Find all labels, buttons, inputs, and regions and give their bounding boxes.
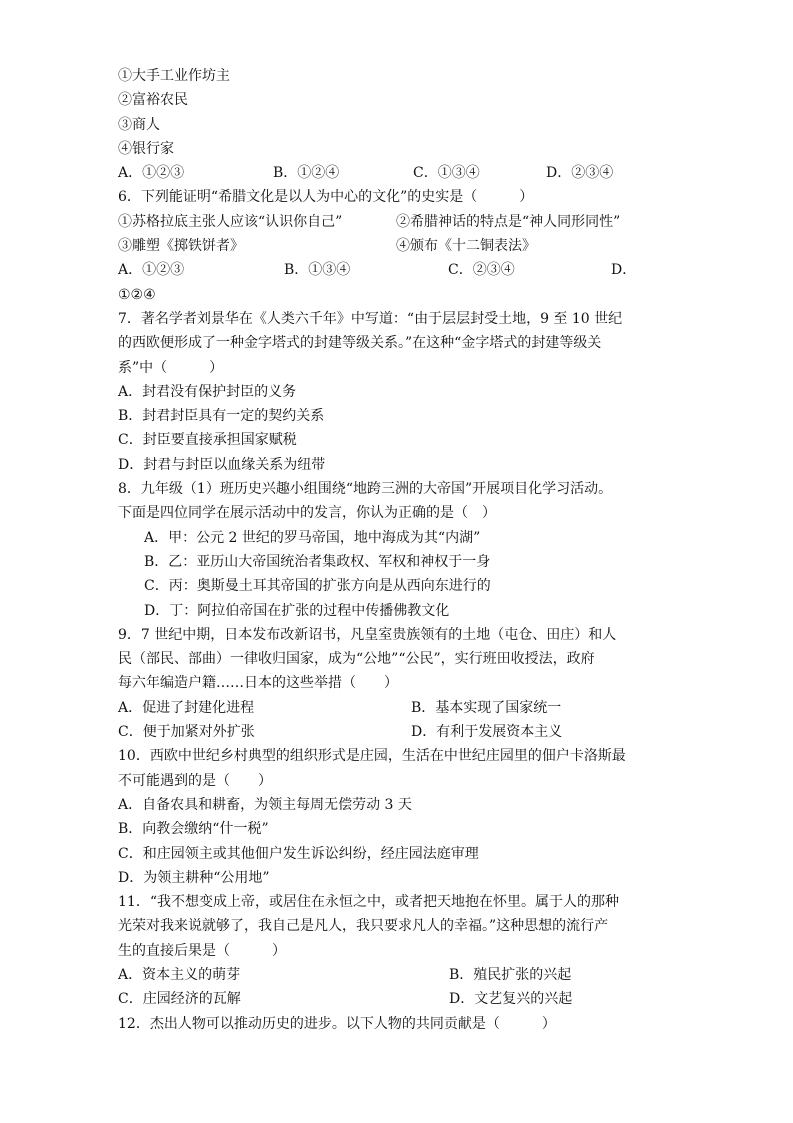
q9-options-row-2 — [118, 720, 678, 744]
q7-stem-line-1: 7．著名学者刘景华在《人类六千年》中写道：“由于层层封受土地，9 至 10 世纪 — [118, 310, 623, 327]
q5-item-1: ①大手工业作坊主 — [118, 68, 230, 84]
q10-option-c[interactable]: C．和庄园领主或其他佃户发生诉讼纠纷，经庄园法庭审理 — [118, 845, 479, 862]
q9-option-b[interactable]: B．基本实现了国家统一 — [411, 699, 562, 716]
q6-option-a[interactable]: A．①②③ — [118, 262, 185, 279]
q9-options-row-1 — [118, 696, 678, 720]
q11-stem-line-2: 光荣对我来说就够了，我自己是凡人，我只要求凡人的幸福。”这种思想的流行产 — [118, 918, 609, 935]
q5-option-d[interactable]: D．②③④ — [546, 165, 614, 182]
q5-item-4: ④银行家 — [118, 140, 174, 157]
q9-option-a[interactable]: A．促进了封建化进程 — [118, 699, 255, 716]
q6-option-c[interactable]: C．②③④ — [448, 262, 515, 279]
q8-option-c[interactable]: C．丙：奥斯曼土耳其帝国的扩张方向是从西向东进行的 — [144, 578, 491, 595]
q6-statements-row-1 — [118, 210, 678, 234]
q7-option-d[interactable]: D．封君与封臣以血缘关系为纽带 — [118, 456, 326, 473]
q11-options-row-2 — [118, 987, 678, 1011]
q9-stem-line-1: 9．7 世纪中期，日本发布改新诏书，凡皇室贵族领有的土地（屯仓、田庄）和人 — [118, 626, 617, 643]
q6-options — [118, 258, 678, 282]
q7-option-b[interactable]: B．封君封臣具有一定的契约关系 — [118, 408, 325, 425]
q7-option-c[interactable]: C．封臣要直接承担国家赋税 — [118, 432, 297, 449]
q10-stem-line-2: 不可能遇到的是（ ） — [118, 772, 272, 789]
q5-options — [118, 161, 678, 185]
q6-stem: 6．下列能证明“希腊文化是以人为中心的文化”的史实是（ ） — [118, 189, 534, 206]
q9-stem-line-3: 每六年编造户籍……日本的这些举措（ ） — [118, 675, 398, 692]
q11-option-b[interactable]: B．殖民扩张的兴起 — [449, 966, 572, 983]
q8-stem-line-2: 下面是四位同学在展示活动中的发言，你认为正确的是（ ） — [118, 505, 496, 522]
q8-option-b[interactable]: B．乙：亚历山大帝国统治者集政权、军权和神权于一身 — [144, 553, 491, 570]
q8-option-d[interactable]: D．丁：阿拉伯帝国在扩张的过程中传播佛教文化 — [144, 602, 450, 619]
q10-option-a[interactable]: A．自备农具和耕畜，为领主每周无偿劳动 3 天 — [118, 796, 412, 813]
q11-stem-line-1: 11．“我不想变成上帝，或居住在永恒之中，或者把天地抱在怀里。属于人的那种 — [118, 894, 619, 911]
q9-option-d[interactable]: D．有利于发展资本主义 — [411, 724, 563, 741]
q7-stem-line-3: 系”中（ ） — [118, 359, 224, 376]
q9-stem-line-2: 民（部民、部曲）一律收归国家，成为“公地”“公民”，实行班田收授法，政府 — [118, 651, 595, 668]
q6-option-b[interactable]: B．①③④ — [284, 262, 351, 279]
q6-statements-row-2 — [118, 234, 678, 258]
q5-option-a[interactable]: A．①②③ — [118, 165, 185, 182]
q5-option-c[interactable]: C．①③④ — [413, 165, 480, 182]
q11-option-a[interactable]: A．资本主义的萌芽 — [118, 966, 241, 983]
q5-item-3: ③商人 — [118, 116, 160, 133]
q11-option-c[interactable]: C．庄园经济的瓦解 — [118, 991, 241, 1008]
q11-options-row-1 — [118, 963, 678, 987]
q6-option-d-wrap[interactable]: ①②④ — [118, 286, 156, 303]
q6-option-d[interactable]: D． — [611, 262, 637, 279]
question-list — [118, 64, 678, 1036]
q5-item-2: ②富裕农民 — [118, 92, 188, 109]
q6-statement-4: ④颁布《十二铜表法》 — [396, 238, 536, 255]
q8-option-a[interactable]: A．甲：公元 2 世纪的罗马帝国，地中海成为其“内湖” — [144, 529, 481, 546]
q10-stem-line-1: 10．西欧中世纪乡村典型的组织形式是庄园，生活在中世纪庄园里的佃户卡洛斯最 — [118, 748, 626, 765]
q9-option-c[interactable]: C．便于加紧对外扩张 — [118, 724, 255, 741]
q6-statement-2: ②希腊神话的特点是“神人同形同性” — [396, 213, 621, 230]
q10-option-b[interactable]: B．向教会缴纳“什一税” — [118, 821, 269, 838]
q6-statement-1: ①苏格拉底主张人应该“认识你自己” — [118, 213, 343, 230]
q5-option-b[interactable]: B．①②④ — [273, 165, 340, 182]
q8-stem-line-1: 8．九年级（1）班历史兴趣小组围绕“地跨三洲的大帝国”开展项目化学习活动。 — [118, 481, 613, 498]
q11-option-d[interactable]: D．文艺复兴的兴起 — [449, 991, 573, 1008]
q7-stem-line-2: 的西欧便形成了一种金字塔式的封建等级关系。”在这种“金字塔式的封建等级关 — [118, 335, 602, 352]
q11-stem-line-3: 生的直接后果是（ ） — [118, 942, 286, 959]
q7-option-a[interactable]: A．封君没有保护封臣的义务 — [118, 383, 297, 400]
q10-option-d[interactable]: D．为领主耕种“公用地” — [118, 869, 270, 886]
q6-statement-3: ③雕塑《掷铁饼者》 — [118, 238, 244, 255]
q12-stem: 12．杰出人物可以推动历史的进步。以下人物的共同贡献是（ ） — [118, 1015, 556, 1032]
